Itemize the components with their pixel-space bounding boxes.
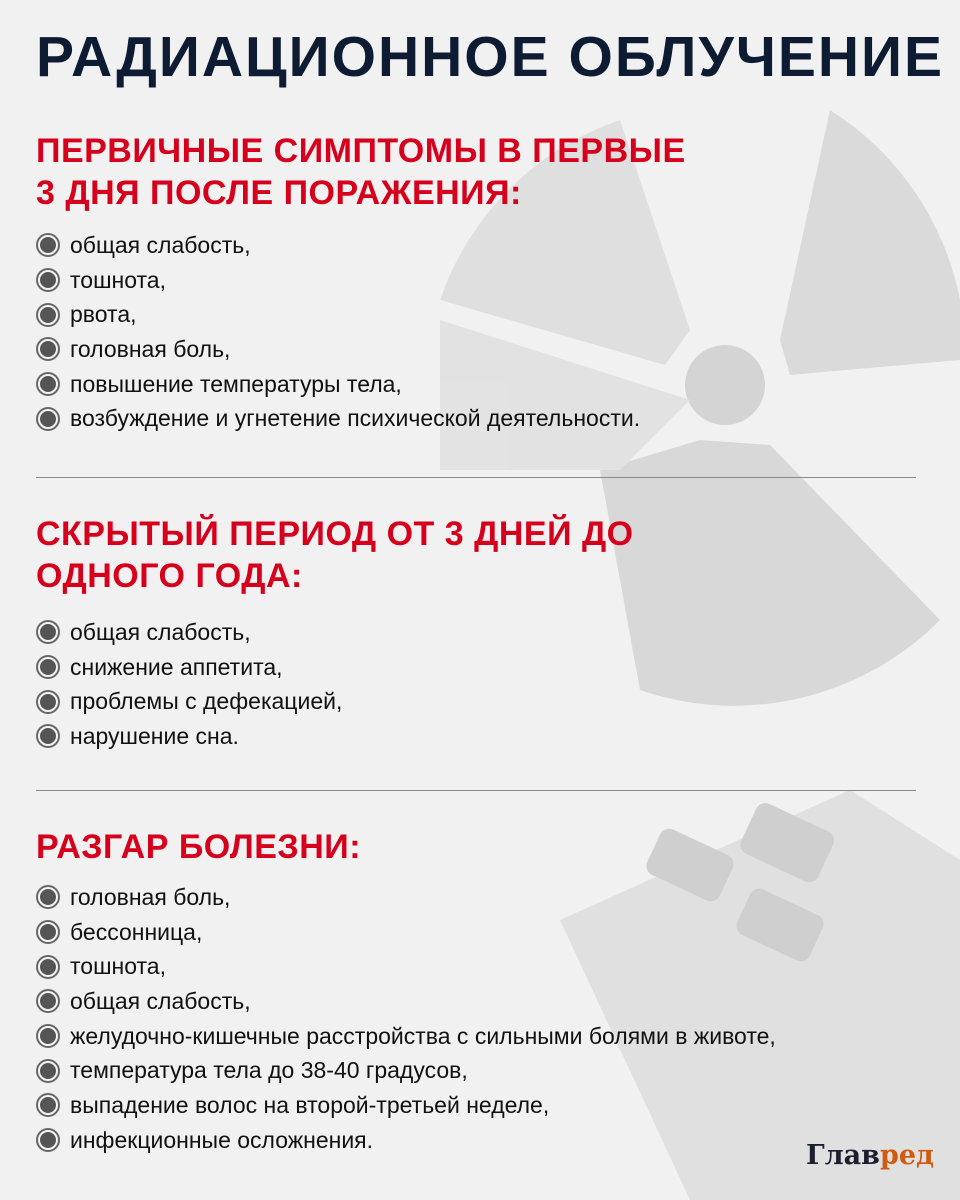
section-heading-primary: [36, 130, 686, 214]
item-text: общая слабость,: [70, 618, 251, 645]
bullet-icon: [38, 339, 58, 359]
list-item: [38, 650, 342, 685]
bullet-icon: [38, 922, 58, 942]
bullet-icon: [38, 726, 58, 746]
list-item: [38, 1088, 776, 1123]
section-heading-peak: [36, 826, 361, 868]
item-text: проблемы с дефекацией,: [70, 688, 343, 715]
list-item: [38, 684, 342, 719]
bullet-icon: [38, 887, 58, 907]
list-item: [38, 1123, 776, 1158]
item-text: головная боль,: [70, 335, 231, 362]
logo-part: Глав: [806, 1140, 880, 1171]
heading-line: 3 ДНЯ ПОСЛЕ ПОРАЖЕНИЯ:: [36, 174, 522, 212]
heading-line: РАЗГАР БОЛЕЗНИ:: [36, 828, 362, 866]
item-text: возбуждение и угнетение психической деятельности.: [70, 405, 641, 432]
heading-line: ОДНОГО ГОДА:: [36, 557, 303, 595]
item-text: нарушение сна.: [70, 722, 239, 749]
bullet-icon: [38, 409, 58, 429]
symptom-list-primary: [38, 228, 640, 436]
item-text: головная боль,: [70, 883, 231, 910]
item-text: выпадение волос на второй-третьей неделе,: [70, 1091, 550, 1118]
bullet-icon: [38, 374, 58, 394]
list-item: [38, 880, 776, 915]
list-item: [38, 401, 640, 436]
item-text: бессонница,: [70, 918, 203, 945]
section-heading-latent: [36, 513, 634, 597]
list-item: [38, 915, 776, 950]
bullet-icon: [38, 622, 58, 642]
item-text: общая слабость,: [70, 987, 251, 1014]
bullet-icon: [38, 1026, 58, 1046]
divider: [36, 790, 916, 791]
list-item: [38, 719, 342, 754]
item-text: снижение аппетита,: [70, 653, 283, 680]
bullet-icon: [38, 270, 58, 290]
symptom-list-latent: [38, 615, 342, 754]
list-item: [38, 984, 776, 1019]
bullet-icon: [38, 991, 58, 1011]
item-text: общая слабость,: [70, 231, 251, 258]
list-item: [38, 297, 640, 332]
item-text: желудочно-кишечные расстройства с сильными болями в животе,: [70, 1022, 776, 1049]
bullet-icon: [38, 657, 58, 677]
bullet-icon: [38, 692, 58, 712]
bullet-icon: [38, 1061, 58, 1081]
divider: [36, 477, 916, 478]
list-item: [38, 949, 776, 984]
list-item: [38, 367, 640, 402]
page-title: РАДИАЦИОННОЕ ОБЛУЧЕНИЕ: [36, 25, 945, 89]
heading-line: СКРЫТЫЙ ПЕРИОД ОТ 3 ДНЕЙ ДО: [36, 515, 634, 553]
item-text: повышение температуры тела,: [70, 370, 402, 397]
item-text: тошнота,: [70, 953, 166, 980]
bullet-icon: [38, 1095, 58, 1115]
bullet-icon: [38, 235, 58, 255]
bullet-icon: [38, 957, 58, 977]
heading-line: ПЕРВИЧНЫЕ СИМПТОМЫ В ПЕРВЫЕ: [36, 132, 686, 170]
list-item: [38, 228, 640, 263]
list-item: [38, 615, 342, 650]
symptom-list-peak: [38, 880, 776, 1158]
item-text: инфекционные осложнения.: [70, 1126, 374, 1153]
list-item: [38, 1053, 776, 1088]
bullet-icon: [38, 1130, 58, 1150]
list-item: [38, 332, 640, 367]
list-item: [38, 263, 640, 298]
list-item: [38, 1019, 776, 1054]
bullet-icon: [38, 305, 58, 325]
item-text: рвота,: [70, 301, 137, 328]
logo-part: ред: [879, 1140, 934, 1171]
item-text: тошнота,: [70, 266, 166, 293]
glavred-logo: [806, 1140, 934, 1171]
item-text: температура тела до 38-40 градусов,: [70, 1057, 468, 1084]
